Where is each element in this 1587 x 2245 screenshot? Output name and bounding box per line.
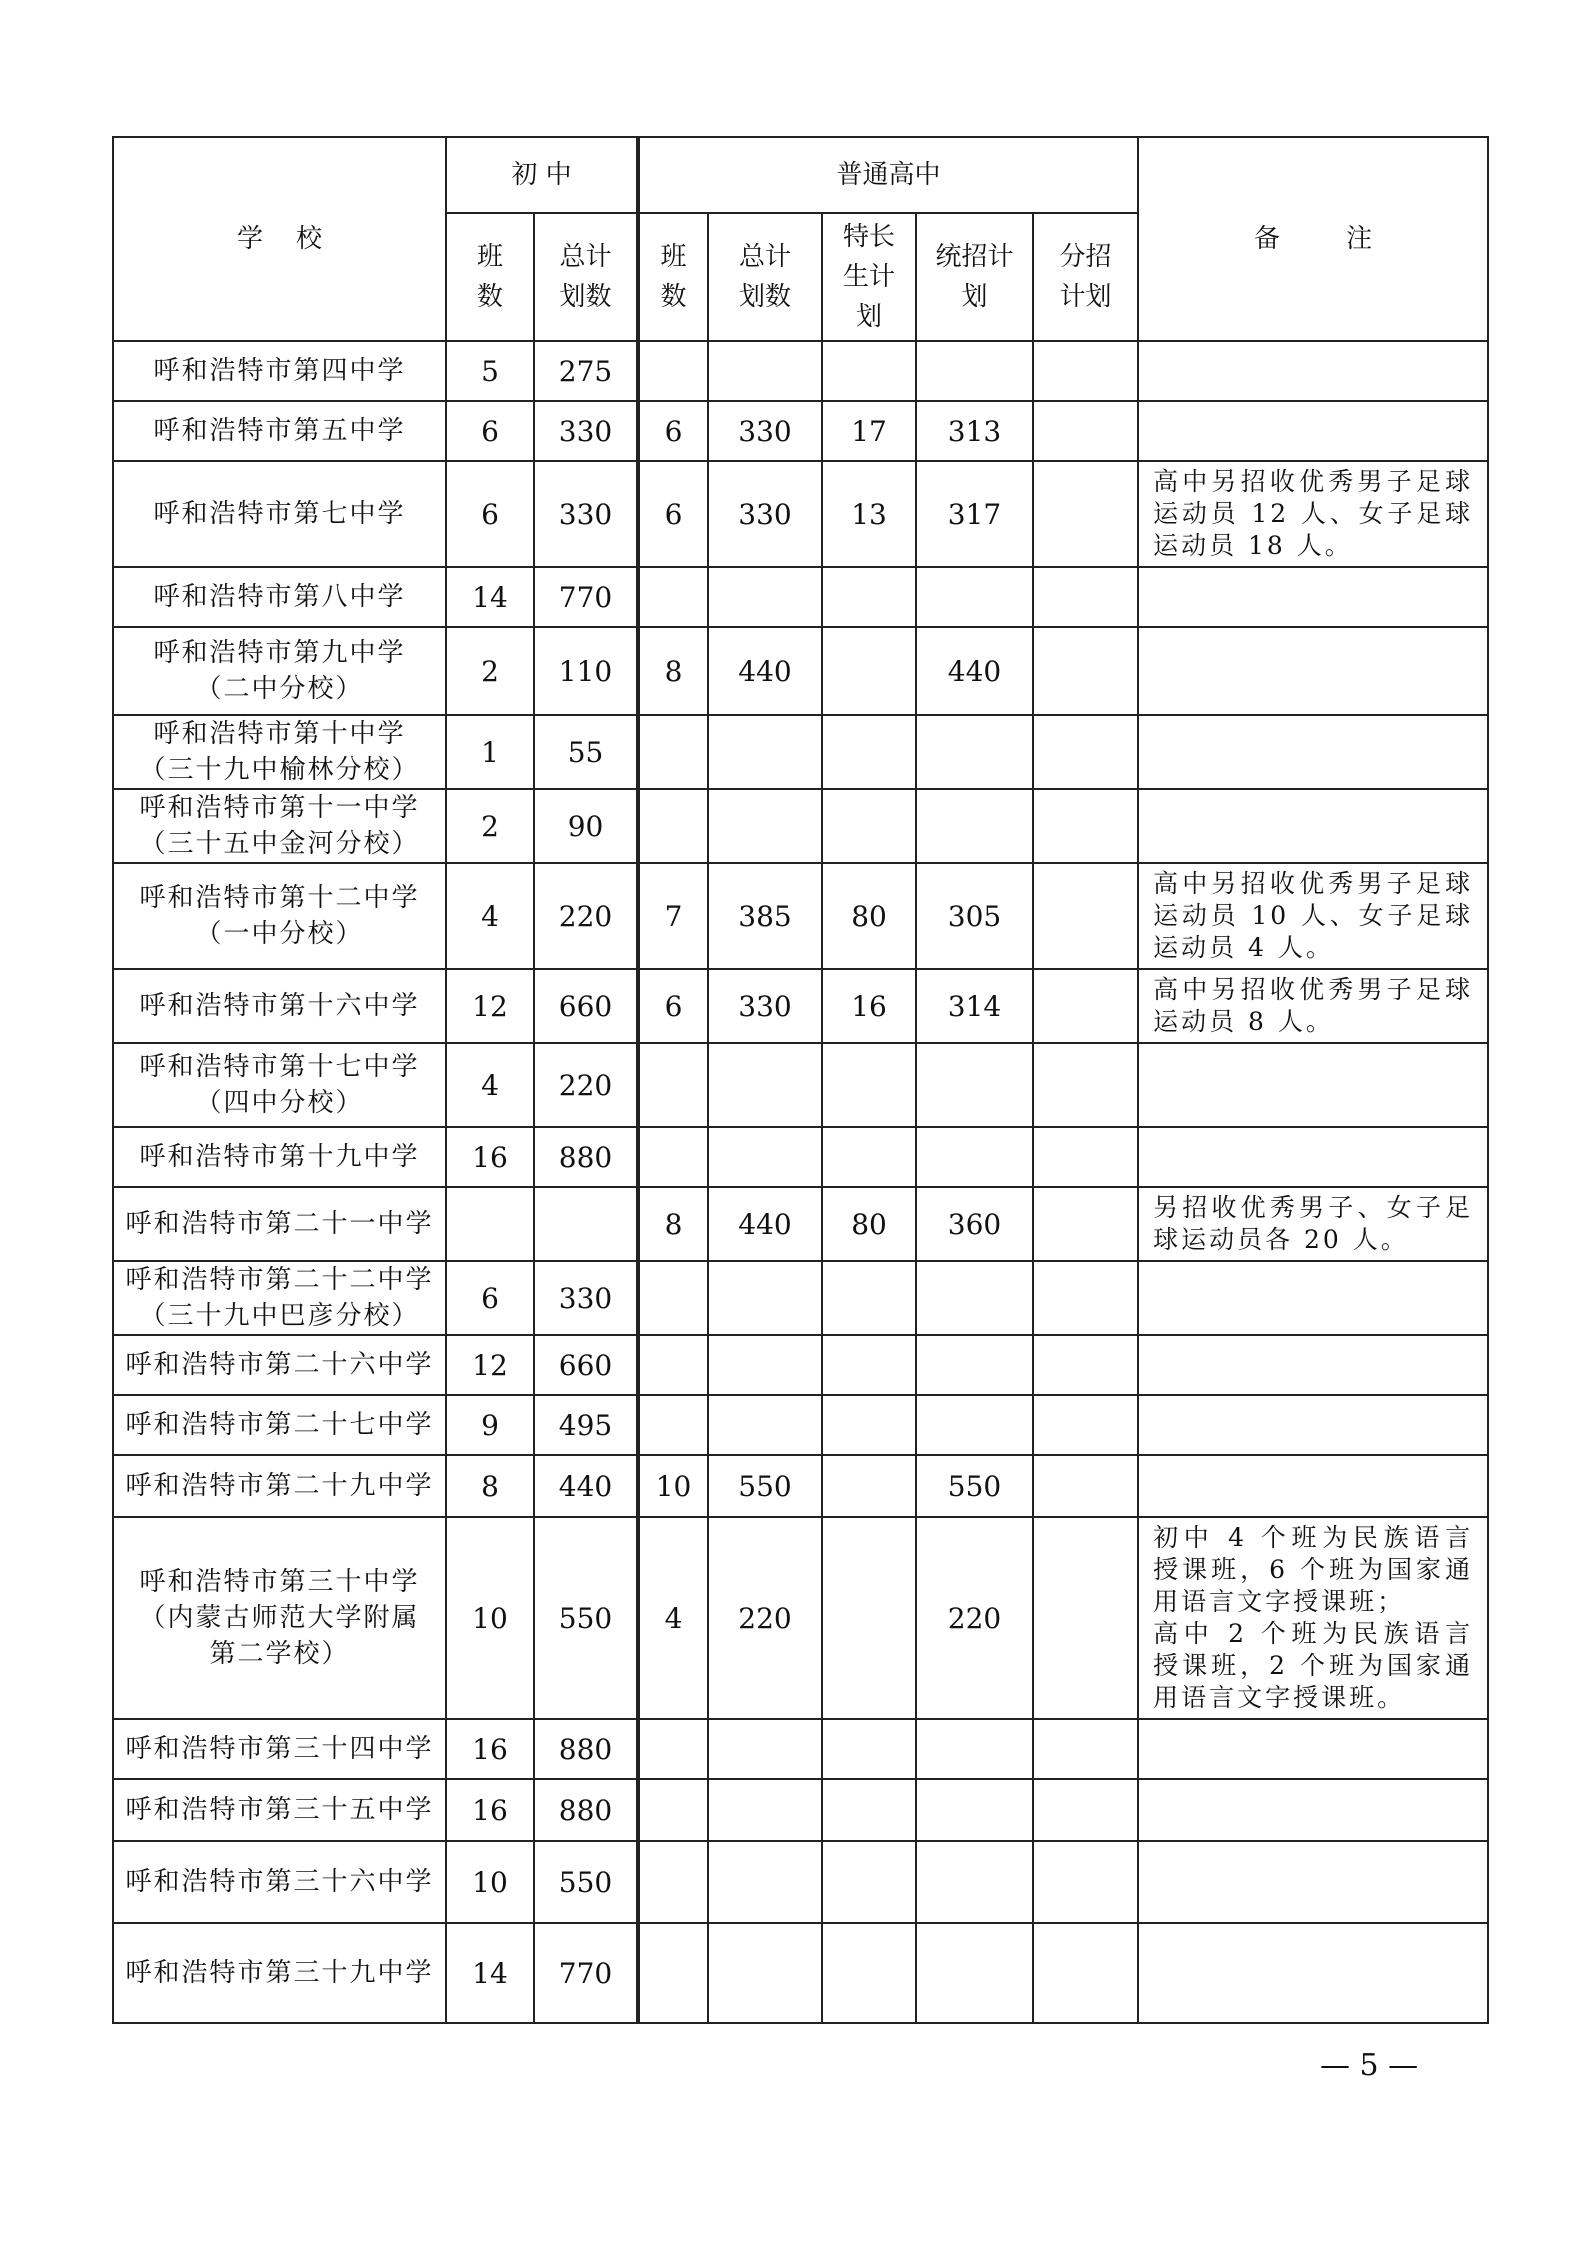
table-row — [113, 1261, 1488, 1335]
table-cell-junior-classes: 6 — [446, 461, 534, 567]
table-cell-senior-total — [708, 715, 822, 789]
table-cell-special-plan: 13 — [822, 461, 916, 567]
table-cell-unified-plan — [916, 1395, 1033, 1455]
table-cell-special-plan — [822, 1455, 916, 1517]
table-cell-junior-total: 275 — [534, 341, 638, 401]
table-cell-senior-total — [708, 789, 822, 863]
table-cell-senior-total — [708, 1841, 822, 1923]
page-number: — 5 — — [1320, 2048, 1419, 2083]
table-cell-unified-plan — [916, 1261, 1033, 1335]
table-cell-school: 呼和浩特市第二十二中学 （三十九中巴彦分校） — [113, 1261, 446, 1335]
table-cell-junior-classes: 2 — [446, 627, 534, 715]
table-cell-senior-total — [708, 1127, 822, 1187]
table-cell-senior-classes: 8 — [638, 1187, 708, 1261]
table-cell-notes — [1138, 1455, 1488, 1517]
table-row — [113, 1043, 1488, 1127]
table-cell-junior-classes: 9 — [446, 1395, 534, 1455]
header-junior-high: 初 中 — [446, 137, 638, 213]
table-row — [113, 341, 1488, 401]
table-cell-notes — [1138, 1127, 1488, 1187]
table-cell-separate-plan — [1033, 789, 1138, 863]
table-cell-senior-classes — [638, 567, 708, 627]
table-cell-special-plan — [822, 627, 916, 715]
table-cell-senior-classes — [638, 1127, 708, 1187]
table-row — [113, 789, 1488, 863]
table-cell-junior-total: 660 — [534, 969, 638, 1043]
table-cell-notes — [1138, 1841, 1488, 1923]
table-cell-school: 呼和浩特市第五中学 — [113, 401, 446, 461]
header-senior-classes: 班 数 — [638, 213, 708, 341]
table-cell-notes — [1138, 1719, 1488, 1779]
table-cell-separate-plan — [1033, 1127, 1138, 1187]
table-cell-notes — [1138, 1335, 1488, 1395]
table-cell-senior-classes — [638, 1395, 708, 1455]
table-cell-separate-plan — [1033, 1517, 1138, 1719]
table-cell-school: 呼和浩特市第十六中学 — [113, 969, 446, 1043]
table-cell-separate-plan — [1033, 1779, 1138, 1841]
table-cell-senior-total — [708, 1261, 822, 1335]
table-cell-school: 呼和浩特市第七中学 — [113, 461, 446, 567]
table-cell-unified-plan — [916, 341, 1033, 401]
table-cell-special-plan — [822, 1395, 916, 1455]
header-junior-total: 总计 划数 — [534, 213, 638, 341]
table-cell-special-plan: 80 — [822, 1187, 916, 1261]
table-cell-separate-plan — [1033, 627, 1138, 715]
table-cell-senior-total: 220 — [708, 1517, 822, 1719]
table-row — [113, 1335, 1488, 1395]
table-cell-separate-plan — [1033, 1187, 1138, 1261]
table-cell-senior-classes: 10 — [638, 1455, 708, 1517]
table-cell-notes — [1138, 1779, 1488, 1841]
table-cell-notes — [1138, 715, 1488, 789]
header-notes: 备 注 — [1138, 137, 1488, 341]
table-cell-separate-plan — [1033, 863, 1138, 969]
table-cell-unified-plan — [916, 1043, 1033, 1127]
table-cell-unified-plan: 314 — [916, 969, 1033, 1043]
table-cell-junior-classes: 4 — [446, 863, 534, 969]
table-cell-junior-classes: 14 — [446, 1923, 534, 2023]
table-cell-junior-total: 90 — [534, 789, 638, 863]
table-row — [113, 1841, 1488, 1923]
header-separate-plan: 分招 计划 — [1033, 213, 1138, 341]
table-cell-junior-classes: 10 — [446, 1517, 534, 1719]
table-cell-school: 呼和浩特市第四中学 — [113, 341, 446, 401]
table-cell-senior-total — [708, 1395, 822, 1455]
header-unified-plan: 统招计 划 — [916, 213, 1033, 341]
table-cell-unified-plan: 305 — [916, 863, 1033, 969]
table-row — [113, 715, 1488, 789]
table-cell-junior-total: 330 — [534, 401, 638, 461]
table-cell-junior-total: 110 — [534, 627, 638, 715]
table-cell-special-plan — [822, 1261, 916, 1335]
table-row — [113, 1395, 1488, 1455]
table-cell-separate-plan — [1033, 1395, 1138, 1455]
table-cell-school: 呼和浩特市第十中学 （三十九中榆林分校） — [113, 715, 446, 789]
table-cell-notes: 高中另招收优秀男子足球运动员 12 人、女子足球运动员 18 人。 — [1138, 461, 1488, 567]
table-cell-junior-classes: 16 — [446, 1779, 534, 1841]
table-cell-unified-plan: 550 — [916, 1455, 1033, 1517]
table-cell-separate-plan — [1033, 1335, 1138, 1395]
table-cell-special-plan — [822, 1923, 916, 2023]
table-row — [113, 1127, 1488, 1187]
table-cell-junior-total — [534, 1187, 638, 1261]
table-cell-notes — [1138, 789, 1488, 863]
table-cell-junior-classes: 5 — [446, 341, 534, 401]
table-cell-senior-total: 330 — [708, 401, 822, 461]
table-cell-junior-classes: 4 — [446, 1043, 534, 1127]
table-row — [113, 567, 1488, 627]
table-cell-notes — [1138, 1923, 1488, 2023]
table-cell-separate-plan — [1033, 1841, 1138, 1923]
header-school: 学 校 — [113, 137, 446, 341]
table-cell-senior-classes — [638, 1043, 708, 1127]
table-cell-separate-plan — [1033, 715, 1138, 789]
table-cell-junior-total: 880 — [534, 1127, 638, 1187]
table-cell-junior-classes: 12 — [446, 1335, 534, 1395]
table-cell-school: 呼和浩特市第九中学 （二中分校） — [113, 627, 446, 715]
table-cell-senior-classes: 4 — [638, 1517, 708, 1719]
table-cell-senior-classes — [638, 1841, 708, 1923]
table-cell-notes — [1138, 1395, 1488, 1455]
table-cell-special-plan — [822, 1043, 916, 1127]
table-cell-senior-classes — [638, 715, 708, 789]
table-cell-school: 呼和浩特市第十九中学 — [113, 1127, 446, 1187]
table-cell-separate-plan — [1033, 567, 1138, 627]
table-cell-school: 呼和浩特市第三十四中学 — [113, 1719, 446, 1779]
table-cell-junior-total: 880 — [534, 1779, 638, 1841]
table-cell-separate-plan — [1033, 401, 1138, 461]
table-cell-senior-classes — [638, 1335, 708, 1395]
table-row — [113, 1923, 1488, 2023]
table-cell-special-plan — [822, 1719, 916, 1779]
table-cell-senior-total: 550 — [708, 1455, 822, 1517]
table-cell-senior-classes — [638, 789, 708, 863]
table-row — [113, 1455, 1488, 1517]
table-cell-junior-total: 220 — [534, 863, 638, 969]
table-cell-junior-total: 330 — [534, 1261, 638, 1335]
table-cell-notes: 高中另招收优秀男子足球运动员 10 人、女子足球运动员 4 人。 — [1138, 863, 1488, 969]
table-cell-unified-plan — [916, 1719, 1033, 1779]
table-cell-special-plan — [822, 1841, 916, 1923]
table-cell-senior-classes: 6 — [638, 461, 708, 567]
table-cell-school: 呼和浩特市第三十中学 （内蒙古师范大学附属 第二学校） — [113, 1517, 446, 1719]
table-cell-junior-total: 220 — [534, 1043, 638, 1127]
table-cell-junior-classes — [446, 1187, 534, 1261]
header-senior-total: 总计 划数 — [708, 213, 822, 341]
table-cell-unified-plan — [916, 715, 1033, 789]
table-cell-junior-classes: 10 — [446, 1841, 534, 1923]
table-cell-senior-total — [708, 1923, 822, 2023]
table-cell-separate-plan — [1033, 969, 1138, 1043]
table-row — [113, 969, 1488, 1043]
table-row — [113, 1517, 1488, 1719]
table-cell-unified-plan — [916, 1127, 1033, 1187]
table-cell-unified-plan: 440 — [916, 627, 1033, 715]
table-row — [113, 1719, 1488, 1779]
table-cell-senior-total — [708, 1043, 822, 1127]
table-row — [113, 1187, 1488, 1261]
table-cell-school: 呼和浩特市第二十一中学 — [113, 1187, 446, 1261]
table-cell-junior-total: 550 — [534, 1841, 638, 1923]
table-cell-school: 呼和浩特市第三十五中学 — [113, 1779, 446, 1841]
table-cell-special-plan — [822, 341, 916, 401]
header-senior-high: 普通高中 — [638, 137, 1138, 213]
table-cell-school: 呼和浩特市第三十六中学 — [113, 1841, 446, 1923]
table-row — [113, 627, 1488, 715]
table-cell-notes: 另招收优秀男子、女子足球运动员各 20 人。 — [1138, 1187, 1488, 1261]
table-cell-school: 呼和浩特市第十一中学 （三十五中金河分校） — [113, 789, 446, 863]
table-cell-senior-classes: 6 — [638, 401, 708, 461]
table-cell-notes — [1138, 1261, 1488, 1335]
table-cell-junior-total: 330 — [534, 461, 638, 567]
table-cell-notes — [1138, 341, 1488, 401]
table-cell-unified-plan — [916, 1779, 1033, 1841]
table-row — [113, 461, 1488, 567]
table-cell-unified-plan — [916, 1335, 1033, 1395]
table-cell-notes: 高中另招收优秀男子足球运动员 8 人。 — [1138, 969, 1488, 1043]
table-cell-junior-classes: 2 — [446, 789, 534, 863]
table-cell-senior-classes: 7 — [638, 863, 708, 969]
table-cell-separate-plan — [1033, 461, 1138, 567]
table-cell-senior-total: 440 — [708, 1187, 822, 1261]
header-special-plan: 特长 生计 划 — [822, 213, 916, 341]
table-cell-special-plan — [822, 715, 916, 789]
table-cell-junior-total: 550 — [534, 1517, 638, 1719]
table-cell-senior-total: 440 — [708, 627, 822, 715]
table-cell-junior-total: 495 — [534, 1395, 638, 1455]
table-cell-separate-plan — [1033, 1261, 1138, 1335]
table-cell-senior-classes: 6 — [638, 969, 708, 1043]
table-cell-unified-plan — [916, 567, 1033, 627]
table-cell-unified-plan — [916, 1923, 1033, 2023]
table-cell-school: 呼和浩特市第八中学 — [113, 567, 446, 627]
table-cell-unified-plan: 317 — [916, 461, 1033, 567]
table-cell-special-plan — [822, 1779, 916, 1841]
table-cell-school: 呼和浩特市第十七中学 （四中分校） — [113, 1043, 446, 1127]
table-cell-unified-plan: 313 — [916, 401, 1033, 461]
table-cell-junior-classes: 16 — [446, 1127, 534, 1187]
table-cell-senior-total: 385 — [708, 863, 822, 969]
table-cell-notes — [1138, 401, 1488, 461]
table-cell-notes — [1138, 567, 1488, 627]
table-cell-junior-total: 660 — [534, 1335, 638, 1395]
table-cell-junior-total: 770 — [534, 1923, 638, 2023]
table-cell-special-plan: 16 — [822, 969, 916, 1043]
table-cell-junior-classes: 1 — [446, 715, 534, 789]
table-cell-senior-total: 330 — [708, 461, 822, 567]
table-cell-special-plan — [822, 789, 916, 863]
table-cell-senior-total — [708, 341, 822, 401]
header-junior-classes: 班 数 — [446, 213, 534, 341]
table-cell-junior-classes: 6 — [446, 401, 534, 461]
table-cell-junior-classes: 12 — [446, 969, 534, 1043]
table-cell-school: 呼和浩特市第二十六中学 — [113, 1335, 446, 1395]
table-cell-separate-plan — [1033, 1923, 1138, 2023]
table-cell-junior-total: 55 — [534, 715, 638, 789]
table-cell-unified-plan — [916, 1841, 1033, 1923]
table-cell-junior-total: 880 — [534, 1719, 638, 1779]
table-row — [113, 401, 1488, 461]
table-cell-school: 呼和浩特市第十二中学 （一中分校） — [113, 863, 446, 969]
table-cell-junior-classes: 16 — [446, 1719, 534, 1779]
table-cell-senior-classes — [638, 1923, 708, 2023]
table-cell-junior-total: 440 — [534, 1455, 638, 1517]
table-cell-senior-classes — [638, 1261, 708, 1335]
table-cell-senior-classes — [638, 341, 708, 401]
table-cell-special-plan — [822, 1517, 916, 1719]
table-cell-special-plan: 80 — [822, 863, 916, 969]
table-cell-separate-plan — [1033, 1043, 1138, 1127]
table-cell-notes — [1138, 1043, 1488, 1127]
table-cell-notes: 初中 4 个班为民族语言授课班，6 个班为国家通用语言文字授课班； 高中 2 个班为民族语言授课班，2 个班为国家通用语言文字授课班。 — [1138, 1517, 1488, 1719]
table-cell-school: 呼和浩特市第二十七中学 — [113, 1395, 446, 1455]
table-cell-separate-plan — [1033, 341, 1138, 401]
table-cell-senior-total — [708, 1335, 822, 1395]
table-row — [113, 863, 1488, 969]
table-cell-senior-total — [708, 567, 822, 627]
table-cell-special-plan: 17 — [822, 401, 916, 461]
table-cell-unified-plan — [916, 789, 1033, 863]
table-cell-unified-plan: 220 — [916, 1517, 1033, 1719]
table-cell-junior-classes: 8 — [446, 1455, 534, 1517]
table-cell-senior-classes — [638, 1719, 708, 1779]
enrollment-plan-table — [112, 136, 1489, 2024]
table-cell-separate-plan — [1033, 1455, 1138, 1517]
table-cell-senior-total: 330 — [708, 969, 822, 1043]
table-cell-special-plan — [822, 567, 916, 627]
table-cell-separate-plan — [1033, 1719, 1138, 1779]
table-cell-senior-classes: 8 — [638, 627, 708, 715]
table-cell-senior-classes — [638, 1779, 708, 1841]
table-cell-special-plan — [822, 1127, 916, 1187]
table-cell-junior-classes: 6 — [446, 1261, 534, 1335]
table-cell-school: 呼和浩特市第二十九中学 — [113, 1455, 446, 1517]
table-cell-special-plan — [822, 1335, 916, 1395]
table-cell-school: 呼和浩特市第三十九中学 — [113, 1923, 446, 2023]
table-cell-junior-classes: 14 — [446, 567, 534, 627]
table-cell-junior-total: 770 — [534, 567, 638, 627]
table-cell-senior-total — [708, 1719, 822, 1779]
table-cell-unified-plan: 360 — [916, 1187, 1033, 1261]
table-cell-senior-total — [708, 1779, 822, 1841]
table-cell-notes — [1138, 627, 1488, 715]
table-row — [113, 1779, 1488, 1841]
